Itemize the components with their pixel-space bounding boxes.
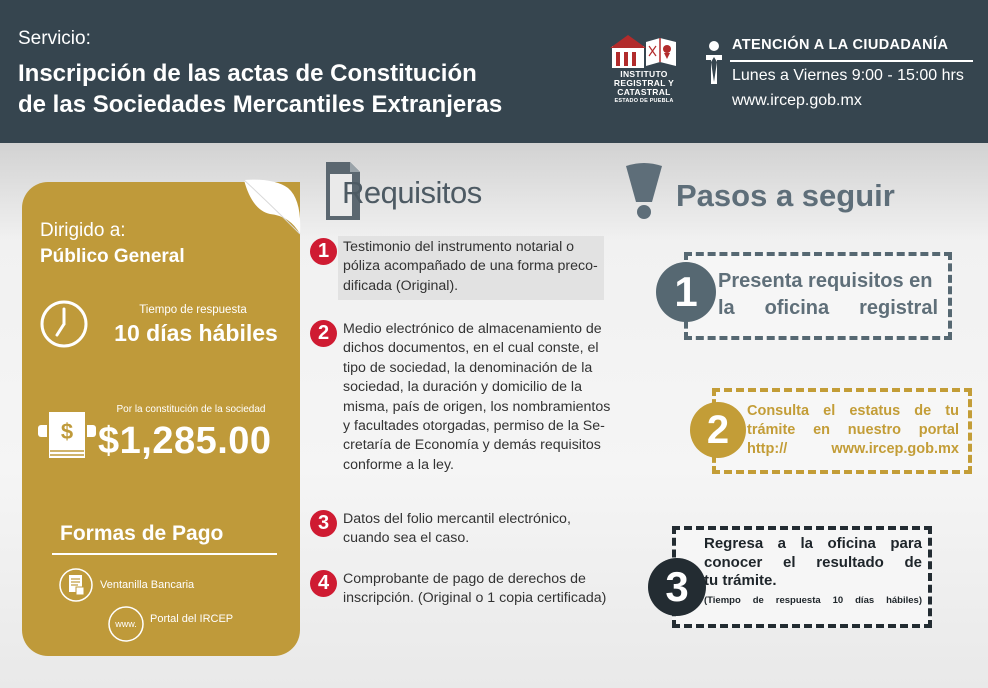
requisito-number: 2	[310, 320, 337, 347]
step1-line2: la oficina registral	[718, 297, 938, 319]
bank-document-icon	[58, 567, 94, 603]
requisito-text	[338, 508, 577, 553]
requisito-line: cuando sea el caso.	[343, 530, 470, 547]
requisito-line: conforme a la ley.	[343, 456, 454, 473]
service-title-line2: de las Sociedades Mercantiles Extranjeras	[18, 91, 503, 118]
requisito-text	[338, 236, 604, 300]
formas-pago-title: Formas de Pago	[60, 522, 224, 545]
logo-line3: CATASTRAL	[617, 87, 671, 97]
step1-text	[718, 268, 938, 322]
step1-number: 1	[656, 262, 716, 322]
web-portal-icon-text: www.	[115, 619, 137, 629]
attention-website[interactable]: www.ircep.gob.mx	[732, 92, 862, 109]
svg-text:$: $	[60, 419, 74, 444]
requisito-line: dificada (Original).	[343, 277, 459, 294]
ircep-logo-emblem	[606, 32, 682, 70]
constitucion-label: Por la constitución de la sociedad	[116, 404, 266, 415]
attention-hours: Lunes a Viernes 9:00 - 15:00 hrs	[732, 67, 964, 84]
formas-pago-divider	[52, 553, 277, 555]
requisito-text	[338, 568, 612, 613]
step3-line1: Regresa a la oficina para	[704, 535, 922, 552]
requisito-line: póliza acompañado de una forma preco-	[343, 258, 598, 275]
step2-url-line[interactable]	[747, 440, 959, 459]
requisito-line: Comprobante de pago de derechos de	[343, 571, 586, 587]
step3-number: 3	[648, 558, 706, 616]
requisito-text	[338, 318, 616, 479]
requisito-line: tipo de sociedad, la denominación de la	[343, 359, 593, 376]
pay-method-portal: Portal del IRCEP	[150, 613, 234, 625]
step3-line2: conocer el resultado de	[704, 553, 922, 571]
step2-line1: Consulta el estatus de tu	[747, 403, 959, 419]
requisito-line: dichos documentos, en el cual conste, el	[343, 340, 599, 357]
clock-icon	[38, 298, 90, 350]
requisitos-title: Requisitos	[342, 175, 482, 210]
logo-line4: ESTADO DE PUEBLA	[614, 98, 674, 104]
logo-line1: INSTITUTO	[620, 69, 668, 79]
ircep-logo	[606, 32, 682, 112]
ircep-logo-text	[606, 70, 682, 106]
requisito-line: Medio electrónico de almacenamiento de	[343, 321, 602, 337]
step3-note: (Tiempo de respuesta 10 días hábiles)	[704, 594, 922, 606]
service-title-line1: Inscripción de las actas de Constitución	[18, 60, 477, 87]
service-label: Servicio:	[18, 28, 91, 49]
requisito-number: 1	[310, 238, 337, 265]
exclamation-icon	[620, 162, 668, 220]
step2-line2: trámite en nuestro portal	[747, 422, 959, 438]
step2-url-prefix: http://	[747, 441, 788, 457]
pasos-title: Pasos a seguir	[676, 178, 895, 213]
attention-title: ATENCIÓN A LA CIUDADANÍA	[732, 37, 949, 53]
requisito-line: cretaría de Economía y demás requisitos	[343, 437, 601, 454]
dirigido-value: Público General	[40, 246, 185, 267]
price: $1,285.00	[98, 420, 272, 462]
card-page-curl	[244, 174, 304, 236]
requisito-number: 4	[310, 570, 337, 597]
requisito-line: inscripción. (Original o 1 copia certificada)	[343, 590, 607, 607]
requisito-line: sociedad, la duración y domicilio de la	[343, 379, 582, 396]
step2-url[interactable]: www.ircep.gob.mx	[831, 441, 959, 457]
logo-line2: REGISTRAL Y	[613, 78, 675, 88]
service-title	[18, 58, 538, 120]
dirigido-label: Dirigido a:	[40, 220, 126, 241]
step3-line3: tu trámite.	[704, 572, 777, 589]
step2-number: 2	[690, 402, 746, 458]
info-person-icon	[702, 40, 726, 88]
header-banner	[0, 0, 988, 143]
step2-text	[747, 402, 959, 459]
web-portal-icon	[106, 604, 146, 644]
pay-method-ventanilla: Ventanilla Bancaria	[100, 579, 195, 591]
info-card	[22, 182, 300, 656]
tiempo-label: Tiempo de respuesta	[139, 304, 247, 316]
cash-register-icon	[36, 407, 98, 467]
step3-text	[704, 535, 922, 610]
requisito-line: Datos del folio mercantil electrónico,	[343, 511, 571, 527]
attention-divider	[730, 60, 973, 62]
requisito-line: Testimonio del instrumento notarial o	[343, 239, 575, 255]
requisito-line: y facultades otorgadas, permiso de la Se-	[343, 418, 605, 435]
requisito-line: misma, país de origen, los nombramientos	[343, 398, 611, 415]
tiempo-value: 10 días hábiles	[114, 320, 278, 346]
step1-line1: Presenta requisitos en	[718, 270, 933, 292]
requisito-number: 3	[310, 510, 337, 537]
